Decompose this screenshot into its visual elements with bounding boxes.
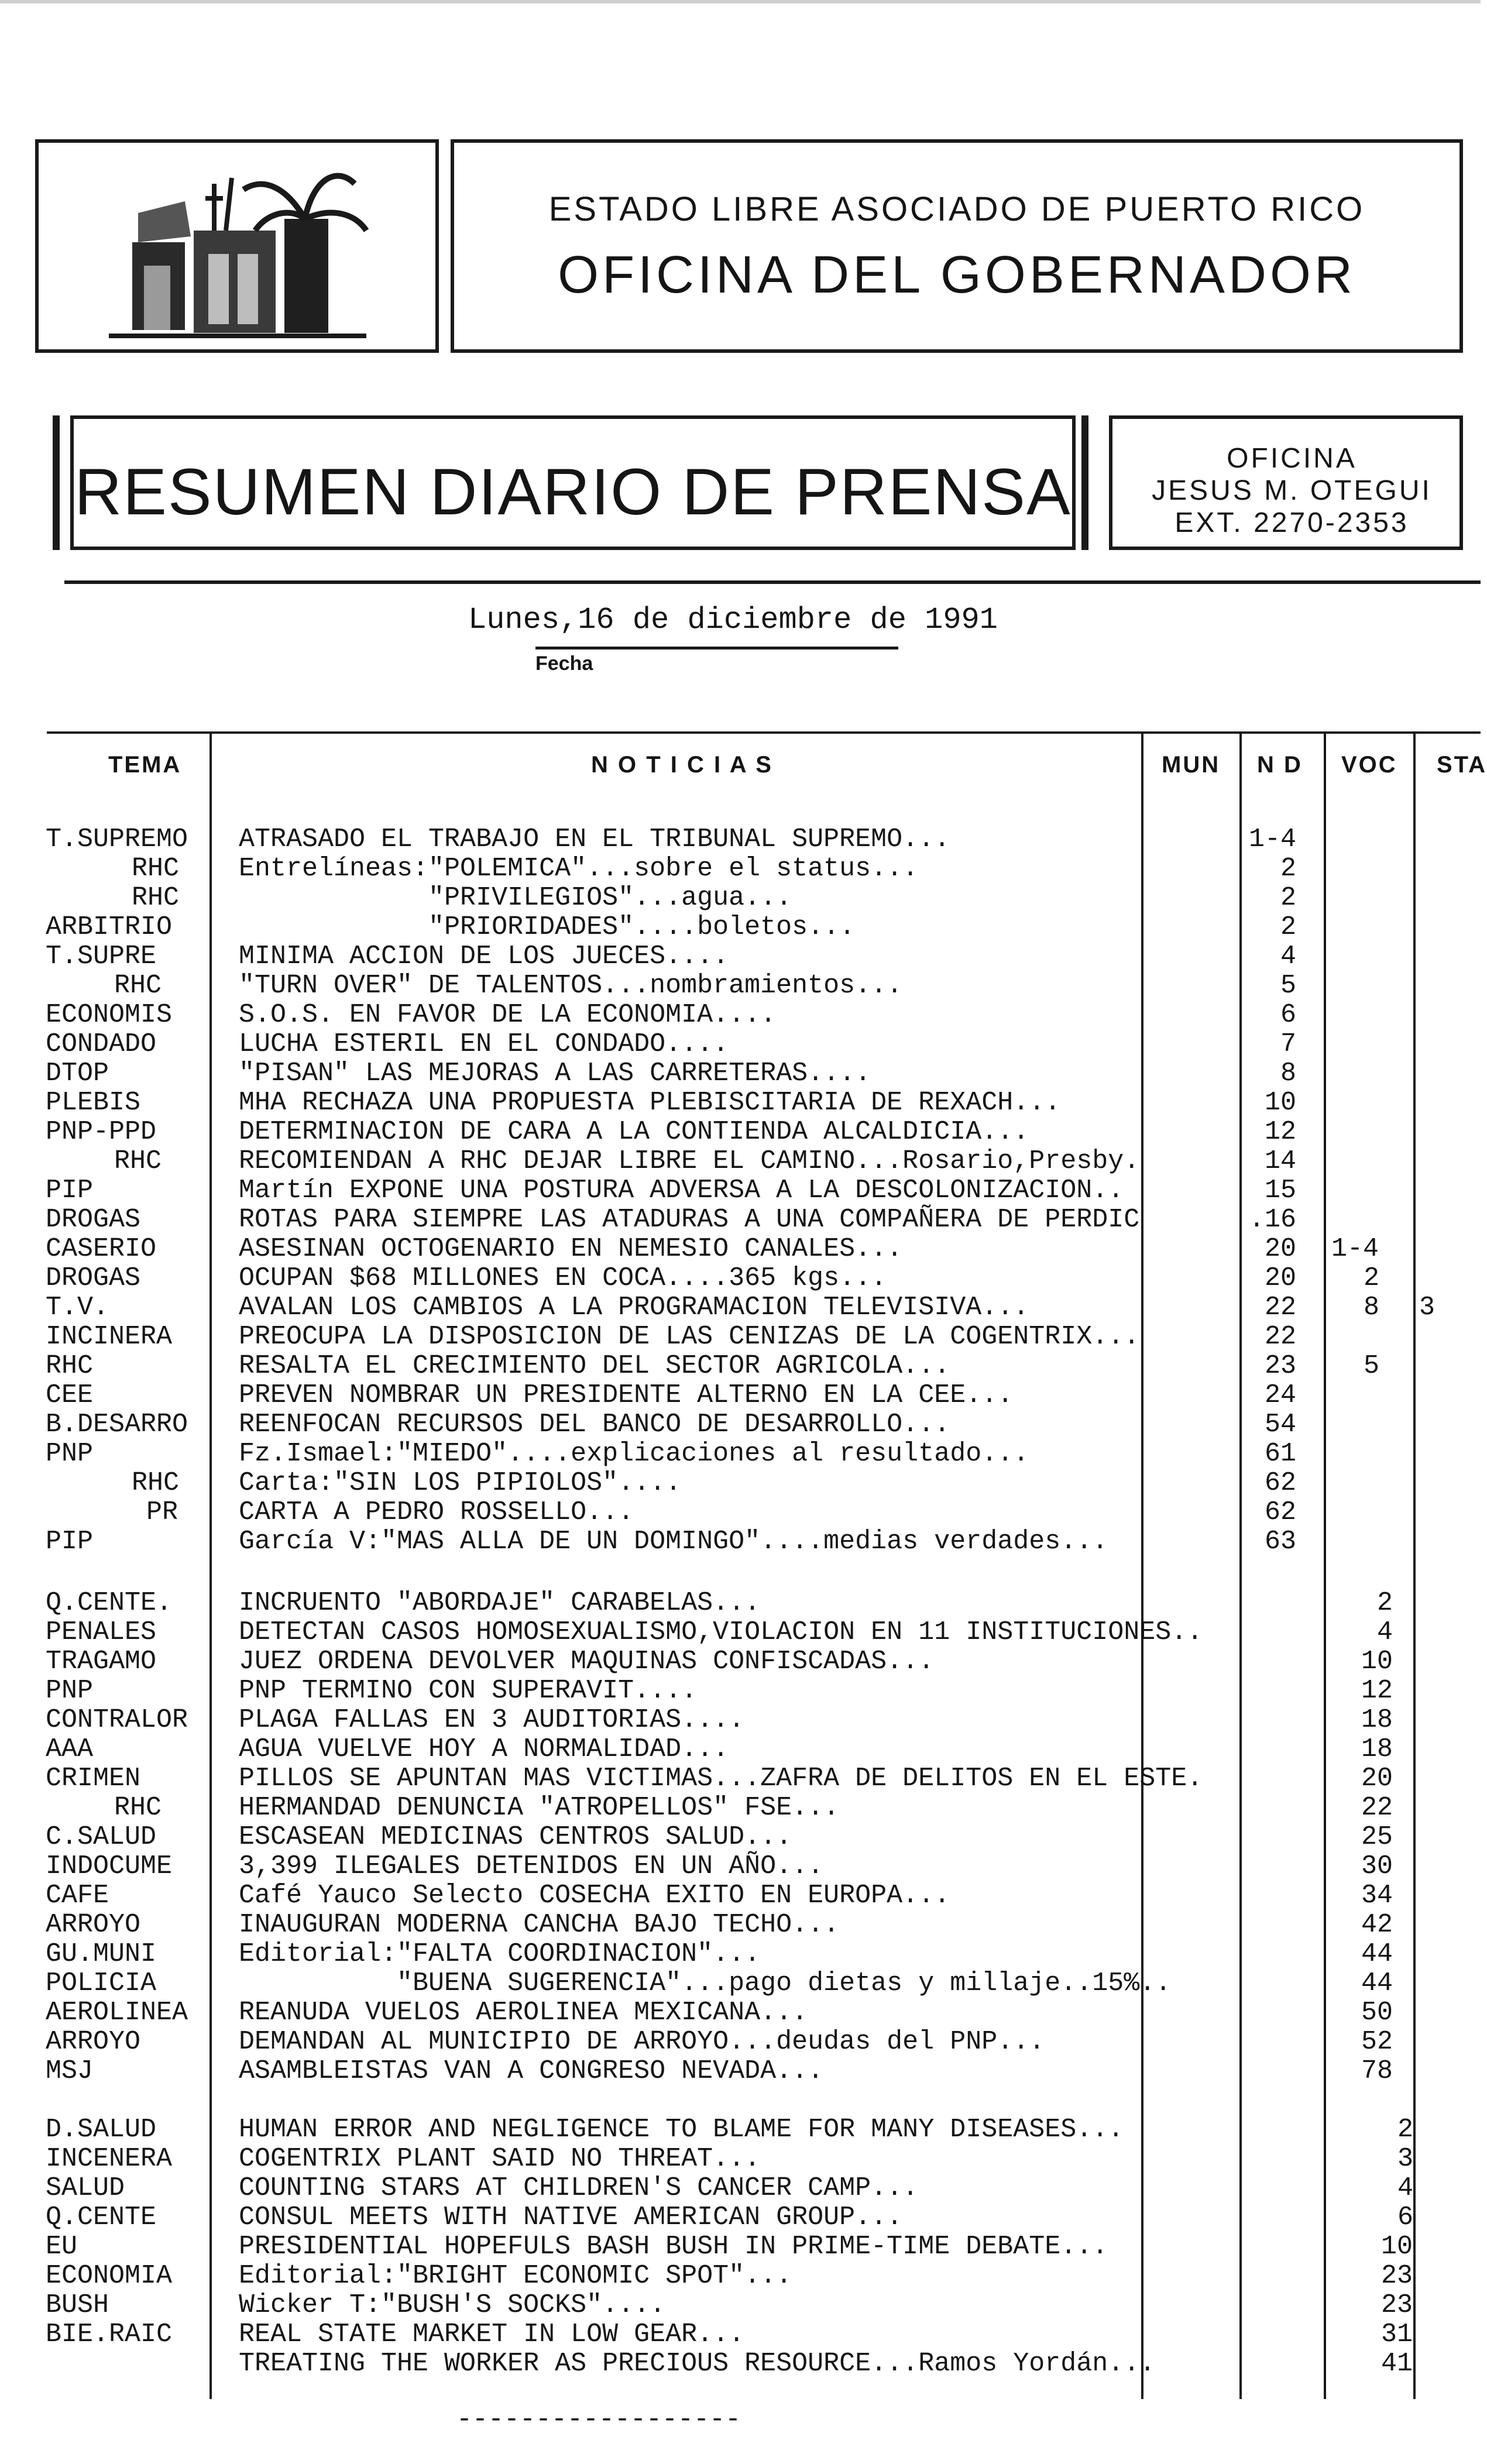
news-cell: Editorial:"BRIGHT ECONOMIC SPOT"... (239, 2261, 792, 2291)
tema-cell: ARROYO (46, 1910, 141, 1940)
news-cell: JUEZ ORDENA DEVOLVER MAQUINAS CONFISCADAS... (239, 1647, 935, 1676)
nd-cell: 4 (1376, 1617, 1393, 1647)
news-cell: Editorial:"FALTA COORDINACION"... (239, 1939, 761, 1969)
nd-cell: 22 (1264, 1293, 1296, 1322)
nd-cell: 12 (1264, 1117, 1296, 1147)
tema-cell: B.DESARRO (46, 1410, 188, 1439)
table-row (0, 2232, 1481, 2262)
closing-dashes: ------------------ (456, 2405, 741, 2435)
date-caption: Fecha (535, 652, 593, 675)
nd-cell: 30 (1361, 1851, 1393, 1881)
agency-name: ESTADO LIBRE ASOCIADO DE PUERTO RICO (548, 190, 1365, 228)
nd-cell: 34 (1361, 1881, 1393, 1910)
voc-cell: 5 (1364, 1351, 1380, 1381)
tema-cell: CONDADO (46, 1029, 157, 1059)
col-header-sta: STA (1437, 752, 1487, 778)
contact-office: OFICINA (1227, 443, 1357, 474)
news-cell: RECOMIENDAN A RHC DEJAR LIBRE EL CAMINO...Rosario,Presby. (239, 1146, 1140, 1176)
table-row (0, 1823, 1481, 1852)
logo-frame (35, 139, 439, 353)
col-header-nd: N D (1257, 752, 1303, 778)
tema-cell: CASERIO (46, 1234, 157, 1264)
contact-extension: EXT. 2270-2353 (1175, 507, 1409, 538)
table-row (0, 1381, 1481, 1410)
nd-cell: 22 (1264, 1322, 1296, 1352)
tema-cell: RHC (132, 883, 180, 913)
tema-cell: T.SUPRE (46, 941, 157, 971)
tema-cell: Q.CENTE (46, 2202, 157, 2232)
tema-cell: T.V. (46, 1293, 109, 1322)
table-row (0, 1235, 1481, 1264)
table-row (0, 913, 1481, 942)
nd-cell: 12 (1361, 1676, 1393, 1706)
news-cell: Café Yauco Selecto COSECHA EXITO EN EUROPA... (239, 1881, 950, 1910)
table-row (0, 2291, 1481, 2320)
news-cell: S.O.S. EN FAVOR DE LA ECONOMIA.... (239, 1000, 777, 1030)
news-cell: HERMANDAD DENUNCIA "ATROPELLOS" FSE... (239, 1793, 840, 1823)
tema-cell: PNP (46, 1676, 94, 1706)
table-row (0, 2320, 1481, 2349)
table-row (0, 1410, 1481, 1439)
table-row (0, 1910, 1481, 1940)
sta-cell: 23 (1381, 2261, 1413, 2291)
news-cell: PLAGA FALLAS EN 3 AUDITORIAS.... (239, 1705, 745, 1735)
news-cell: DETERMINACION DE CARA A LA CONTIENDA ALCALDICIA... (239, 1117, 1029, 1147)
col-header-mun: MUN (1162, 752, 1221, 778)
table-row (0, 1706, 1481, 1735)
news-cell: PNP TERMINO CON SUPERAVIT.... (239, 1676, 698, 1706)
tema-cell: DROGAS (46, 1205, 141, 1235)
table-row (0, 1176, 1481, 1205)
tema-cell: TRAGAMO (46, 1647, 157, 1676)
nd-cell: 50 (1361, 1998, 1393, 2027)
tema-cell: DROGAS (46, 1263, 141, 1293)
nd-cell: 63 (1264, 1527, 1296, 1556)
tema-cell: MSJ (46, 2056, 94, 2086)
news-cell: INAUGURAN MODERNA CANCHA BAJO TECHO... (239, 1910, 840, 1940)
table-row (0, 1676, 1481, 1706)
news-cell: Carta:"SIN LOS PIPIOLOS".... (239, 1468, 682, 1498)
tema-cell: PLEBIS (46, 1088, 141, 1118)
nd-cell: 52 (1361, 2027, 1393, 2057)
news-cell: "PRIORIDADES"....boletos... (239, 912, 856, 942)
scan-edge (0, 0, 1481, 4)
nd-cell: 62 (1264, 1497, 1296, 1527)
nd-cell: 5 (1280, 971, 1296, 1001)
table-row (0, 1469, 1481, 1498)
tema-cell: AAA (46, 1734, 94, 1764)
sta-cell: 4 (1397, 2173, 1414, 2203)
decorative-bar (53, 415, 60, 550)
tema-cell: EU (46, 2232, 78, 2262)
nd-cell: 1-4 (1248, 824, 1296, 854)
news-cell: "TURN OVER" DE TALENTOS...nombramientos... (239, 971, 903, 1001)
tema-cell: T.SUPREMO (46, 824, 188, 854)
nd-cell: 18 (1361, 1705, 1393, 1735)
table-row (0, 1205, 1481, 1235)
table-row (0, 884, 1481, 913)
news-cell: CONSUL MEETS WITH NATIVE AMERICAN GROUP... (239, 2202, 903, 2232)
news-cell: LUCHA ESTERIL EN EL CONDADO.... (239, 1029, 729, 1059)
news-cell: ESCASEAN MEDICINAS CENTROS SALUD... (239, 1822, 792, 1852)
news-cell: TREATING THE WORKER AS PRECIOUS RESOURCE...Ramos Yordán... (239, 2349, 1156, 2379)
news-cell: "PRIVILEGIOS"...agua... (239, 883, 792, 913)
nd-cell: 18 (1361, 1734, 1393, 1764)
table-row (0, 1647, 1481, 1676)
news-cell: OCUPAN $68 MILLONES EN COCA....365 kgs... (239, 1263, 887, 1293)
col-header-noticias: N O T I C I A S (591, 752, 773, 778)
sta-cell: 3 (1397, 2144, 1414, 2174)
tema-cell: RHC (114, 1146, 162, 1176)
table-row (0, 1293, 1481, 1322)
nd-cell: 20 (1264, 1234, 1296, 1264)
tema-cell: BUSH (46, 2290, 109, 2320)
table-row (0, 1969, 1481, 1998)
table-row (0, 1881, 1481, 1910)
news-cell: PREVEN NOMBRAR UN PRESIDENTE ALTERNO EN LA CEE... (239, 1380, 1014, 1410)
table-row (0, 1030, 1481, 1059)
contact-name: JESUS M. OTEGUI (1152, 475, 1432, 506)
table-row (0, 1059, 1481, 1088)
table-row (0, 1118, 1481, 1147)
tema-cell: CONTRALOR (46, 1705, 188, 1735)
sta-cell: 10 (1381, 2232, 1413, 2262)
table-row (0, 854, 1481, 884)
news-cell: ATRASADO EL TRABAJO EN EL TRIBUNAL SUPREMO... (239, 824, 950, 854)
table-row (0, 2027, 1481, 2057)
news-cell: REENFOCAN RECURSOS DEL BANCO DE DESARROLLO... (239, 1410, 950, 1439)
news-cell: Martín EXPONE UNA POSTURA ADVERSA A LA DESCOLONIZACION.. (239, 1176, 1124, 1205)
table-row (0, 1940, 1481, 1969)
table-row (0, 971, 1481, 1001)
sta-cell: 31 (1381, 2319, 1413, 2349)
nd-cell: 20 (1361, 1764, 1393, 1793)
news-cell: MINIMA ACCION DE LOS JUECES.... (239, 941, 729, 971)
nd-cell: 2 (1376, 1588, 1393, 1618)
tema-cell: POLICIA (46, 1968, 157, 1998)
nd-cell: 61 (1264, 1439, 1296, 1469)
nd-cell: 20 (1264, 1263, 1296, 1293)
tema-cell: D.SALUD (46, 2115, 157, 2145)
nd-cell: 6 (1280, 1000, 1296, 1030)
nd-cell: 7 (1280, 1029, 1296, 1059)
table-header-rule (47, 731, 1481, 734)
table-row (0, 1793, 1481, 1823)
tema-cell: ARBITRIO (46, 912, 173, 942)
table-row (0, 1147, 1481, 1176)
tema-cell: DTOP (46, 1059, 109, 1088)
tema-cell: INDOCUME (46, 1851, 173, 1881)
news-cell: PILLOS SE APUNTAN MAS VICTIMAS...ZAFRA DE DELITOS EN EL ESTE. (239, 1764, 1203, 1793)
contact-frame (1109, 415, 1463, 550)
news-cell: DEMANDAN AL MUNICIPIO DE ARROYO...deudas del PNP... (239, 2027, 1045, 2057)
nd-cell: 14 (1264, 1146, 1296, 1176)
title-frame (451, 139, 1463, 353)
tema-cell: AEROLINEA (46, 1998, 188, 2027)
col-header-voc: VOC (1341, 752, 1397, 778)
news-cell: PREOCUPA LA DISPOSICION DE LAS CENIZAS DE LA COGENTRIX... (239, 1322, 1140, 1352)
tema-cell: PENALES (46, 1617, 157, 1647)
news-cell: HUMAN ERROR AND NEGLIGENCE TO BLAME FOR MANY DISEASES... (239, 2115, 1124, 2145)
table-row (0, 1498, 1481, 1527)
news-cell: INCRUENTO "ABORDAJE" CARABELAS... (239, 1588, 761, 1618)
nd-cell: 10 (1264, 1088, 1296, 1118)
news-cell: 3,399 ILEGALES DETENIDOS EN UN AÑO... (239, 1851, 824, 1881)
nd-cell: 15 (1264, 1176, 1296, 1205)
tema-cell: RHC (132, 854, 180, 884)
voc-cell: 1-4 (1331, 1234, 1379, 1264)
nd-cell: .16 (1248, 1205, 1296, 1235)
tema-cell: ECONOMIA (46, 2261, 173, 2291)
nd-cell: 10 (1361, 1647, 1393, 1676)
news-cell: RESALTA EL CRECIMIENTO DEL SECTOR AGRICOLA... (239, 1351, 950, 1381)
nd-cell: 22 (1361, 1793, 1393, 1823)
table-row (0, 2145, 1481, 2174)
tema-cell: INCINERA (46, 1322, 173, 1352)
table-row (0, 2262, 1481, 2291)
tema-cell: PIP (46, 1176, 94, 1205)
news-cell: Wicker T:"BUSH'S SOCKS".... (239, 2290, 666, 2320)
table-row (0, 1852, 1481, 1881)
tema-cell: PR (146, 1497, 178, 1527)
tema-cell: PIP (46, 1527, 94, 1556)
office-name: OFICINA DEL GOBERNADOR (558, 246, 1356, 304)
fortaleza-logo (39, 143, 435, 349)
news-cell: ASAMBLEISTAS VAN A CONGRESO NEVADA... (239, 2056, 824, 2086)
tema-cell: RHC (114, 971, 162, 1001)
table-row (0, 942, 1481, 971)
tema-cell: ECONOMIS (46, 1000, 173, 1030)
tema-cell: PNP (46, 1439, 94, 1469)
nd-cell: 62 (1264, 1468, 1296, 1498)
nd-cell: 24 (1264, 1380, 1296, 1410)
nd-cell: 2 (1280, 854, 1296, 884)
header-rule (64, 580, 1481, 584)
news-cell: ASESINAN OCTOGENARIO EN NEMESIO CANALES... (239, 1234, 903, 1264)
nd-cell: 2 (1280, 883, 1296, 913)
tema-cell: ARROYO (46, 2027, 141, 2057)
news-cell: REANUDA VUELOS AEROLINEA MEXICANA... (239, 1998, 808, 2027)
tema-cell: RHC (132, 1468, 180, 1498)
table-row (0, 1618, 1481, 1647)
table-row (0, 1264, 1481, 1293)
date-underline (535, 647, 898, 649)
tema-cell: PNP-PPD (46, 1117, 157, 1147)
table-row (0, 1735, 1481, 1764)
news-cell: AVALAN LOS CAMBIOS A LA PROGRAMACION TELEVISIVA... (239, 1293, 1029, 1322)
news-cell: DETECTAN CASOS HOMOSEXUALISMO,VIOLACION EN 11 INSTITUCIONES.. (239, 1617, 1203, 1647)
nd-cell: 25 (1361, 1822, 1393, 1852)
table-row (0, 2115, 1481, 2145)
nd-cell: 8 (1280, 1059, 1296, 1088)
tema-cell: RHC (46, 1351, 94, 1381)
tema-cell: CAFE (46, 1881, 109, 1910)
news-cell: "BUENA SUGERENCIA"...pago dietas y millaje..15%.. (239, 1968, 1172, 1998)
tema-cell: C.SALUD (46, 1822, 157, 1852)
decorative-bar (1081, 415, 1088, 550)
sta-cell: 23 (1381, 2290, 1413, 2320)
tema-cell: SALUD (46, 2173, 125, 2203)
tema-cell: RHC (114, 1793, 162, 1823)
tema-cell: GU.MUNI (46, 1939, 157, 1969)
tema-cell: INCENERA (46, 2144, 173, 2174)
sta-cell: 41 (1381, 2349, 1413, 2379)
table-row (0, 2057, 1481, 2086)
nd-cell: 54 (1264, 1410, 1296, 1439)
news-cell: García V:"MAS ALLA DE UN DOMINGO"....medias verdades... (239, 1527, 1108, 1556)
table-row (0, 1527, 1481, 1556)
table-row (0, 1439, 1481, 1469)
table-row (0, 1764, 1481, 1793)
table-row (0, 825, 1481, 854)
nd-cell: 78 (1361, 2056, 1393, 2086)
news-cell: ROTAS PARA SIEMPRE LAS ATADURAS A UNA COMPAÑERA DE PERDIC (239, 1205, 1140, 1235)
nd-cell: 44 (1361, 1939, 1393, 1969)
nd-cell: 23 (1264, 1351, 1296, 1381)
voc-cell: 8 (1364, 1293, 1380, 1322)
news-cell: PRESIDENTIAL HOPEFULS BASH BUSH IN PRIME-TIME DEBATE... (239, 2232, 1108, 2262)
sta-cell: 2 (1397, 2115, 1414, 2145)
col-header-tema: TEMA (108, 752, 182, 778)
voc-cell: 2 (1364, 1263, 1380, 1293)
nd-cell: 44 (1361, 1968, 1393, 1998)
tema-cell: Q.CENTE. (46, 1588, 173, 1618)
news-cell: COUNTING STARS AT CHILDREN'S CANCER CAMP... (239, 2173, 919, 2203)
tema-cell: CEE (46, 1380, 94, 1410)
table-row (0, 1352, 1481, 1381)
news-cell: AGUA VUELVE HOY A NORMALIDAD... (239, 1734, 729, 1764)
report-date: Lunes,16 de diciembre de 1991 (468, 603, 998, 637)
tema-cell: BIE.RAIC (46, 2319, 173, 2349)
table-row (0, 1001, 1481, 1030)
nd-cell: 2 (1280, 912, 1296, 942)
banner-frame (70, 415, 1076, 550)
table-row (0, 2174, 1481, 2203)
table-row (0, 1998, 1481, 2027)
news-cell: REAL STATE MARKET IN LOW GEAR... (239, 2319, 745, 2349)
nd-cell: 42 (1361, 1910, 1393, 1940)
tema-cell: CRIMEN (46, 1764, 141, 1793)
news-cell: MHA RECHAZA UNA PROPUESTA PLEBISCITARIA DE REXACH... (239, 1088, 1061, 1118)
table-row (0, 2349, 1481, 2379)
sta-cell: 3 (1419, 1293, 1436, 1322)
sta-cell: 6 (1397, 2202, 1414, 2232)
table-row (0, 1589, 1481, 1618)
news-cell: "PISAN" LAS MEJORAS A LAS CARRETERAS.... (239, 1059, 871, 1088)
news-cell: COGENTRIX PLANT SAID NO THREAT... (239, 2144, 761, 2174)
table-row (0, 1088, 1481, 1118)
news-cell: Fz.Ismael:"MIEDO"....explicaciones al resultado... (239, 1439, 1029, 1469)
news-cell: Entrelíneas:"POLEMICA"...sobre el status... (239, 854, 919, 884)
news-cell: CARTA A PEDRO ROSSELLO... (239, 1497, 634, 1527)
nd-cell: 4 (1280, 941, 1296, 971)
table-row (0, 1322, 1481, 1352)
table-row (0, 2203, 1481, 2232)
banner-title: RESUMEN DIARIO DE PRENSA (74, 455, 1072, 528)
